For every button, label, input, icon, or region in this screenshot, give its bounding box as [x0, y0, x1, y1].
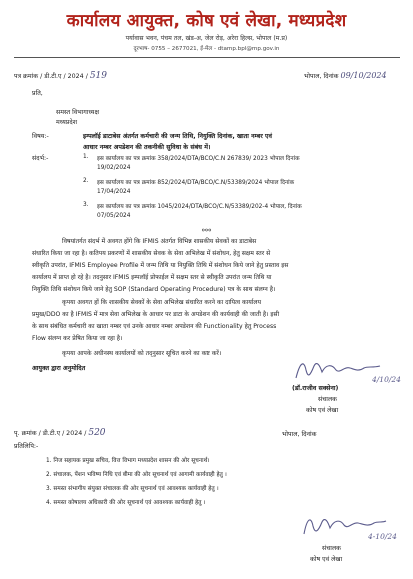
reference-label: संदर्भ:-	[32, 155, 49, 162]
copy-date-label: भोपाल, दिनांक	[282, 431, 317, 438]
to-label: प्रति,	[32, 90, 43, 97]
reference-1-line-2: 19/02/2024	[97, 165, 131, 171]
office-title: कार्यालय आयुक्त, कोष एवं लेखा, मध्यप्रदेश	[66, 11, 347, 31]
body-line-8: के साथ संबंधित कर्मचारी का खाता नम्बर एवं उनके आधार नम्बर अपडेशन की Functionality हेतु Process	[32, 323, 277, 330]
body-line-5: नियुक्ति तिथि संशोधन किये जाने हेतु SOP (Standard Operating Procedure) पत्र के साथ संलग्न है।	[32, 286, 276, 293]
copy-item-4: 4. समस्त कोषालय अधिकारी की ओर सूचनार्थ एवं आवश्यक कार्यवाही हेतु ।	[46, 500, 206, 506]
body-line-2: संधारित किया जा रहा है। कतिपय प्रकरणों में शासकीय सेवक के सेवा अभिलेख में संशोधन, हेतु सक्षम स्तर से	[32, 250, 271, 257]
header-divider	[14, 57, 400, 58]
signatory-title: संचालक	[318, 396, 337, 403]
signatory-org: कोष एवं लेखा	[306, 407, 339, 414]
letter-date-label: भोपाल, दिनांक	[304, 73, 339, 80]
signature-2-date: 4-10/24	[368, 532, 397, 541]
reference-3-line-2: 07/05/2024	[97, 213, 131, 219]
body-line-1: विषयांतर्गत संदर्भ में अवगत होंगे कि IFMIS अंतर्गत विभिन्न शासकीय सेवकों का डाटाबेस	[62, 238, 257, 245]
office-contact: दूरभाष- 0755 – 2677021, ई-मेल - dtamp.bpl@mp.gov.in	[133, 46, 280, 52]
body-line-4: कार्यालय में प्राप्त हो रहे है। तदनुसार IFMIS इम्पलॉई प्रोफाईल में सक्षम स्तर से स्वीकृति उपरांत जन्म तिथि या	[32, 274, 272, 281]
reference-1-num: 1.	[83, 154, 89, 160]
copy-ref-line	[14, 428, 106, 438]
copy-signatory-org: कोष एवं लेखा	[310, 556, 343, 563]
subject-line-1: इम्पलॉई डाटाबेस अंतर्गत कर्मचारी की जन्म तिथि, नियुक्ति दिनांक, खाता नम्बर एवं	[83, 133, 272, 140]
reference-2-line-2: 17/04/2024	[97, 189, 131, 195]
to-line-1: समस्त विभागाध्यक्ष	[56, 109, 99, 116]
body-line-7: प्रमुख/DDO का है IFMIS में मात्र सेवा अभिलेख के आधार पर डाटा के अपडेशन की कार्यवाही की जाती है। इसी	[32, 311, 280, 318]
separator: ०००	[201, 227, 212, 234]
copy-ref-prefix: पृ. क्रमांक / डी.टी.ए / 2024 /	[14, 430, 87, 437]
letter-ref-number: 519	[89, 71, 108, 81]
approved-by: आयुक्त द्वारा अनुमोदित	[32, 365, 86, 372]
body-line-9: Flow संलग्न कर प्रेषित किया जा रहा है।	[32, 335, 123, 342]
letter-ref-prefix: पत्र क्रमांक / डी.टी.ए / 2024 /	[14, 73, 88, 80]
copy-signatory-title: संचालक	[322, 545, 341, 552]
copy-ref-number: 520	[88, 428, 106, 438]
reference-1-line-1: इस कार्यालय का पत्र क्रमांक 358/2024/DTA/BCO/C.N 267839/ 2023 भोपाल दिनांक	[97, 156, 300, 162]
reference-3-line-1: इस कार्यालय का पत्र क्रमांक 1045/2024/DTA/BCO/C.N/53389/202-4 भोपाल, दिनांक	[97, 204, 302, 210]
reference-2-num: 2.	[83, 178, 89, 184]
letter-date-handwritten: 09/10/2024	[340, 71, 387, 80]
body-line-6: कृपया अवगत हों कि शासकीय सेवकों के सेवा अभिलेख संधारित करने का दायित्व कार्यालय	[62, 299, 262, 306]
copy-item-3: 3. समस्त संभागीय संयुक्त संचालक की ओर सूचनार्थ एवं आवश्यक कार्यवाही हेतु ।	[46, 486, 219, 492]
to-line-2: मध्यप्रदेश	[56, 119, 77, 126]
reference-3-num: 3.	[83, 202, 89, 208]
subject-label: विषय:-	[32, 133, 49, 140]
copy-item-2: 2. संचालक, पेंशन भविष्य निधि एवं बीमा की ओर सूचनार्थ एवं आगामी कार्यवाही हेतु ।	[46, 472, 227, 478]
body-line-3: स्वीकृति उपरांत, IFMIS Employee Profile में जन्म तिथि या नियुक्ति तिथि में संशोधन किये जाने हेतु प्रस्ताव इस	[32, 262, 289, 269]
letter-date-line	[304, 71, 387, 80]
body-line-10: कृपया आपके अधीनस्थ कार्यालयों को तद्नुसार सूचित करने का कष्ट करें।	[62, 350, 222, 357]
reference-2-line-1: इस कार्यालय का पत्र क्रमांक 852/2024/DTA/BCO/C.N/53389/2024 भोपाल दिनांक	[97, 180, 295, 186]
copy-label: प्रतिलिपि:-	[14, 443, 39, 450]
subject-line-2: आधार नम्बर अपडेशन की तकनीकी सुविधा के संबंध में।	[83, 144, 211, 151]
letter-ref-line	[14, 71, 107, 81]
signature-1-date: 4/10/24	[372, 375, 401, 384]
office-address: पर्यावास भवन, पंचम तल, खंड-अ, जेल रोड़, अरेरा हिल्स, भोपाल (म.प्र)	[125, 35, 288, 42]
copy-item-1: 1. निज सहायक प्रमुख सचिव, वित्त विभाग मध्यप्रदेश शासन की ओर सूचनार्थ।	[46, 458, 210, 464]
signatory-name: (डॉ.राजीव सक्सेना)	[292, 385, 339, 392]
